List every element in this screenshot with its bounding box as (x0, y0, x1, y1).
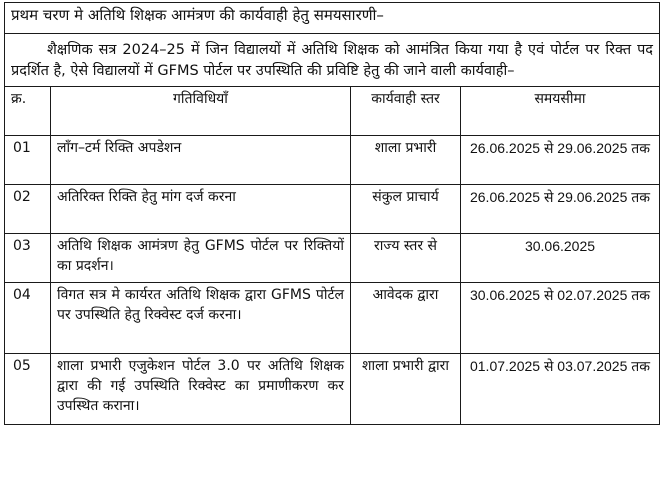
row-action-level: राज्य स्तर से (351, 234, 461, 283)
row-activity: शाला प्रभारी एजुकेशन पोर्टल 3.0 पर अतिथि शिक्षक द्वारा की गई उपस्थिति रिक्वेस्ट का प्रमाणीकरण कर उपस्थित कराना। (51, 354, 351, 425)
header-action-level: कार्यवाही स्तर (351, 87, 461, 136)
intro-text: शैक्षणिक सत्र 2024–25 में जिन विद्यालयों में अतिथि शिक्षक को आमंत्रित किया गया है एवं पोर्टल पर रिक्त पद प्रदर्शित है, ऐसे विद्यालयों में GFMS पोर्टल पर उपस्थिति की प्रविष्टि हेतु की जाने वाली कार्यवाही– (11, 42, 653, 79)
table-row (5, 234, 660, 283)
header-timeline: समयसीमा (461, 87, 660, 136)
row-serial-no: 04 (5, 283, 51, 354)
header-activity: गतिविधियाँ (51, 87, 351, 136)
row-activity: लॉंग–टर्म रिक्ति अपडेशन (51, 136, 351, 185)
header-serial-no: क्र. (5, 87, 51, 136)
row-activity: विगत सत्र मे कार्यरत अतिथि शिक्षक द्वारा GFMS पोर्टल पर उपस्थिति हेतु रिक्वेस्ट दर्ज करना। (51, 283, 351, 354)
row-timeline: 01.07.2025 से 03.07.2025 तक (461, 354, 660, 425)
row-timeline: 30.06.2025 (461, 234, 660, 283)
table-row (5, 354, 660, 425)
intro-row (5, 34, 660, 87)
row-action-level: संकुल प्राचार्य (351, 185, 461, 234)
table-row (5, 185, 660, 234)
row-timeline: 26.06.2025 से 29.06.2025 तक (461, 185, 660, 234)
row-serial-no: 02 (5, 185, 51, 234)
row-timeline: 26.06.2025 से 29.06.2025 तक (461, 136, 660, 185)
row-action-level: आवेदक द्वारा (351, 283, 461, 354)
table-row (5, 283, 660, 354)
row-activity: अतिरिक्त रिक्ति हेतु मांग दर्ज करना (51, 185, 351, 234)
row-activity: अतिथि शिक्षक आमंत्रण हेतु GFMS पोर्टल पर रिक्तियों का प्रदर्शन। (51, 234, 351, 283)
intro-paragraph (5, 34, 660, 87)
table-row (5, 136, 660, 185)
row-serial-no: 01 (5, 136, 51, 185)
row-action-level: शाला प्रभारी द्वारा (351, 354, 461, 425)
title-row (5, 3, 660, 34)
row-timeline: 30.06.2025 से 02.07.2025 तक (461, 283, 660, 354)
row-serial-no: 05 (5, 354, 51, 425)
row-action-level: शाला प्रभारी (351, 136, 461, 185)
schedule-table (4, 2, 660, 425)
table-header-row (5, 87, 660, 136)
document-title: प्रथम चरण मे अतिथि शिक्षक आमंत्रण की कार्यवाही हेतु समयसारणी– (5, 3, 660, 34)
row-serial-no: 03 (5, 234, 51, 283)
